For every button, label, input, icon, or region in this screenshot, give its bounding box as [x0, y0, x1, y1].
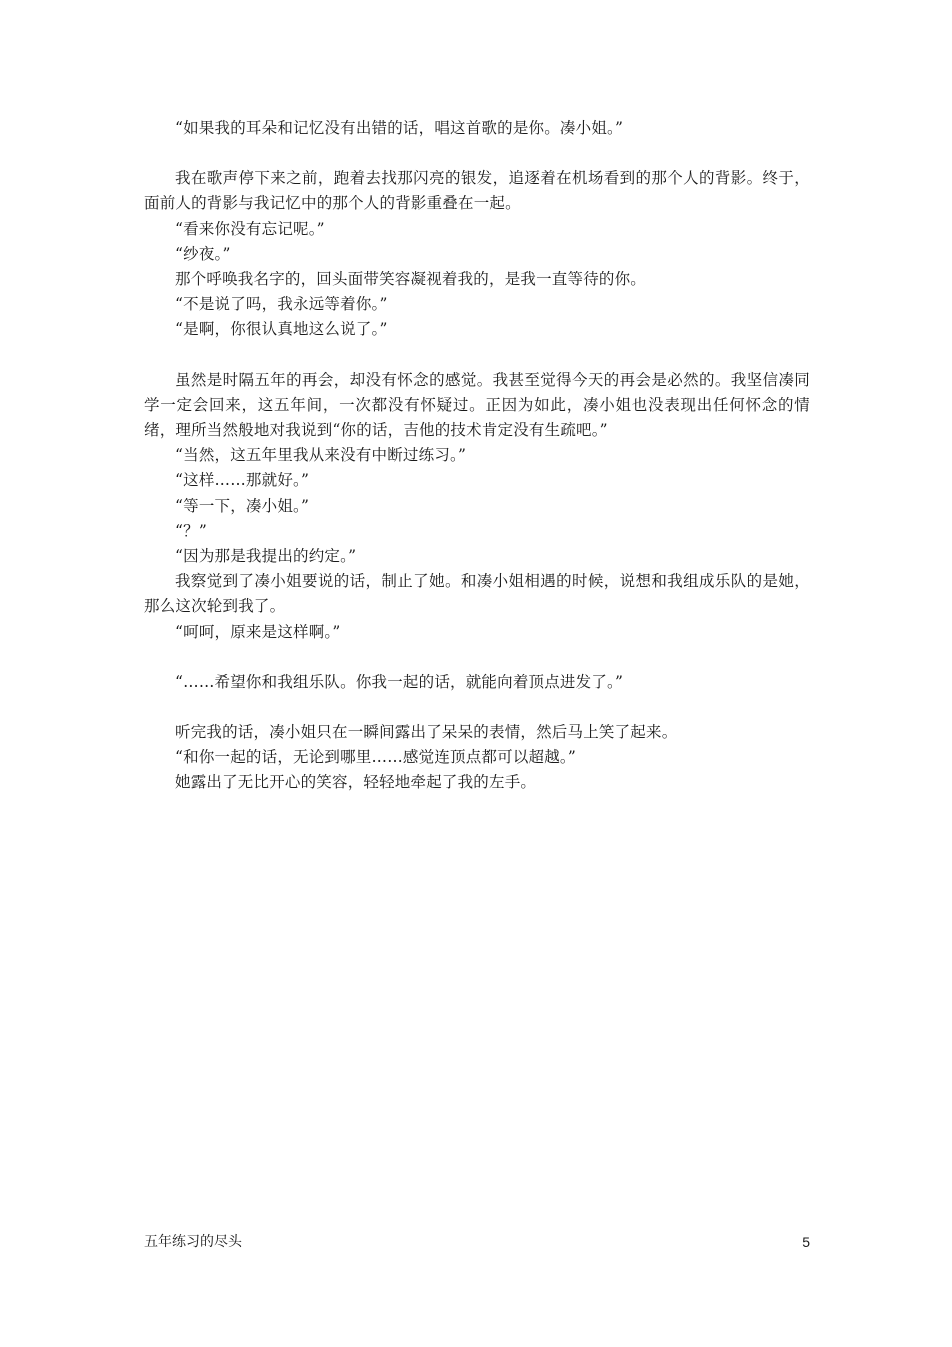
paragraph: “因为那是我提出的约定。” [175, 547, 357, 566]
paragraph: “？” [175, 521, 207, 540]
paragraph: “呵呵，原来是这样啊。” [175, 622, 341, 641]
paragraph: “纱夜。” [175, 244, 231, 263]
paragraph: “不是说了吗，我永远等着你。” [175, 295, 388, 314]
paragraph: “如果我的耳朵和记忆没有出错的话，唱这首歌的是你。凑小姐。” [175, 119, 624, 137]
paragraph: “是啊，你很认真地这么说了。” [175, 320, 388, 339]
paragraph: “等一下，凑小姐。” [175, 496, 310, 515]
paragraph-gap [144, 695, 810, 720]
paragraph: “这样……那就好。” [175, 471, 310, 490]
paragraph-gap [144, 343, 810, 368]
paragraph: 我察觉到了凑小姐要说的话，制止了她。和凑小姐相遇的时候，说想和我组成乐队的是她，那么这次轮到我了。 [144, 572, 810, 616]
paragraph: “……希望你和我组乐队。你我一起的话，就能向着顶点进发了。” [175, 672, 624, 691]
paragraph: “当然，这五年里我从来没有中断过练习。” [175, 446, 467, 465]
paragraph: “看来你没有忘记呢。” [175, 219, 325, 238]
paragraph: 我在歌声停下来之前，跑着去找那闪亮的银发，追逐着在机场看到的那个人的背影。终于，面前人的背影与我记忆中的那个人的背影重叠在一起。 [144, 169, 810, 213]
paragraph: 那个呼唤我名字的，回头面带笑容凝视着我的，是我一直等待的你。 [175, 270, 647, 289]
paragraph-gap [144, 645, 810, 670]
body-text [144, 116, 810, 796]
paragraph: 虽然是时隔五年的再会，却没有怀念的感觉。我甚至觉得今天的再会是必然的。我坚信凑同学一定会回来，这五年间，一次都没有怀疑过。正因为如此，凑小姐也没表现出任何怀念的情绪，理所当然般地对我说到“你的话，吉他的技术肯定没有生疏吧。” [144, 370, 810, 440]
paragraph: 她露出了无比开心的笑容，轻轻地牵起了我的左手。 [175, 773, 537, 792]
footer-title: 五年练习的尽头 [144, 1234, 242, 1250]
paragraph: 听完我的话，凑小姐只在一瞬间露出了呆呆的表情，然后马上笑了起来。 [175, 723, 678, 742]
paragraph-gap [144, 141, 810, 166]
paragraph: “和你一起的话，无论到哪里……感觉连顶点都可以超越。” [175, 748, 576, 767]
page-number: 5 [802, 1234, 810, 1250]
page-footer [144, 1232, 810, 1254]
